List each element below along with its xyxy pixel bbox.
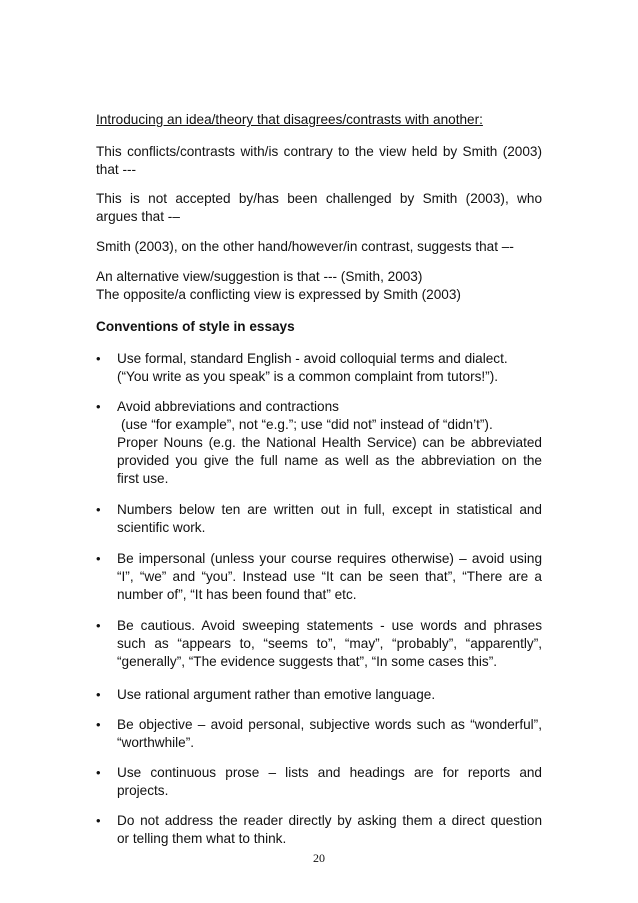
bullet-icon: • bbox=[96, 399, 101, 414]
bullet-line: (“You write as you speak” is a common complaint from tutors!”). bbox=[117, 369, 499, 384]
bullet-line: Do not address the reader directly by asking them a direct question bbox=[117, 813, 542, 828]
paragraph-line: argues that -– bbox=[96, 209, 180, 224]
bullet-line: Be objective – avoid personal, subjective words such as “wonderful”, bbox=[117, 717, 542, 732]
section-heading: Conventions of style in essays bbox=[96, 319, 295, 334]
paragraph-line: that --- bbox=[96, 162, 137, 177]
bullet-line: “generally”, “The evidence suggests that”, “In some cases this”. bbox=[117, 654, 498, 669]
bullet-line: scientific work. bbox=[117, 520, 206, 535]
bullet-line: or telling them what to think. bbox=[117, 831, 287, 846]
bullet-line: “worthwhile”. bbox=[117, 735, 195, 750]
bullet-icon: • bbox=[96, 618, 101, 633]
bullet-line: projects. bbox=[117, 783, 169, 798]
bullet-line: number of”, “It has been found that” etc. bbox=[117, 587, 357, 602]
bullet-line: such as “appears to, “seems to”, “may”, “probably”, “apparently”, bbox=[117, 636, 542, 651]
paragraph-line: This is not accepted by/has been challenged by Smith (2003), who bbox=[96, 191, 542, 206]
paragraph-line: This conflicts/contrasts with/is contrary to the view held by Smith (2003) bbox=[96, 144, 542, 159]
paragraph-line: An alternative view/suggestion is that --- (Smith, 2003) bbox=[96, 269, 423, 284]
bullet-icon: • bbox=[96, 551, 101, 566]
bullet-line: Be cautious. Avoid sweeping statements - use words and phrases bbox=[117, 618, 542, 633]
bullet-line: (use “for example”, not “e.g.”; use “did not” instead of “didn’t”). bbox=[121, 417, 493, 432]
bullet-line: Use rational argument rather than emotive language. bbox=[117, 687, 436, 702]
bullet-icon: • bbox=[96, 351, 101, 366]
paragraph-line: The opposite/a conflicting view is expressed by Smith (2003) bbox=[96, 287, 461, 302]
bullet-line: Use formal, standard English - avoid colloquial terms and dialect. bbox=[117, 351, 508, 366]
bullet-line: Numbers below ten are written out in full, except in statistical and bbox=[117, 502, 542, 517]
bullet-icon: • bbox=[96, 502, 101, 517]
paragraph-line: Smith (2003), on the other hand/however/in contrast, suggests that –- bbox=[96, 239, 514, 254]
bullet-line: first use. bbox=[117, 471, 169, 486]
bullet-line: Be impersonal (unless your course requires otherwise) – avoid using bbox=[117, 551, 542, 566]
bullet-line: Use continuous prose – lists and headings are for reports and bbox=[117, 765, 542, 780]
bullet-icon: • bbox=[96, 717, 101, 732]
bullet-line: Avoid abbreviations and contractions bbox=[117, 399, 339, 414]
bullet-icon: • bbox=[96, 687, 101, 702]
bullet-line: “I”, “we” and “you”. Instead use “It can be seen that”, “There are a bbox=[117, 569, 542, 584]
intro-heading: Introducing an idea/theory that disagrees/contrasts with another: bbox=[96, 112, 483, 127]
bullet-icon: • bbox=[96, 813, 101, 828]
bullet-line: Proper Nouns (e.g. the National Health Service) can be abbreviated bbox=[117, 435, 542, 450]
bullet-line: provided you give the full name as well as the abbreviation on the bbox=[117, 453, 542, 468]
page-number: 20 bbox=[313, 851, 325, 865]
bullet-icon: • bbox=[96, 765, 101, 780]
